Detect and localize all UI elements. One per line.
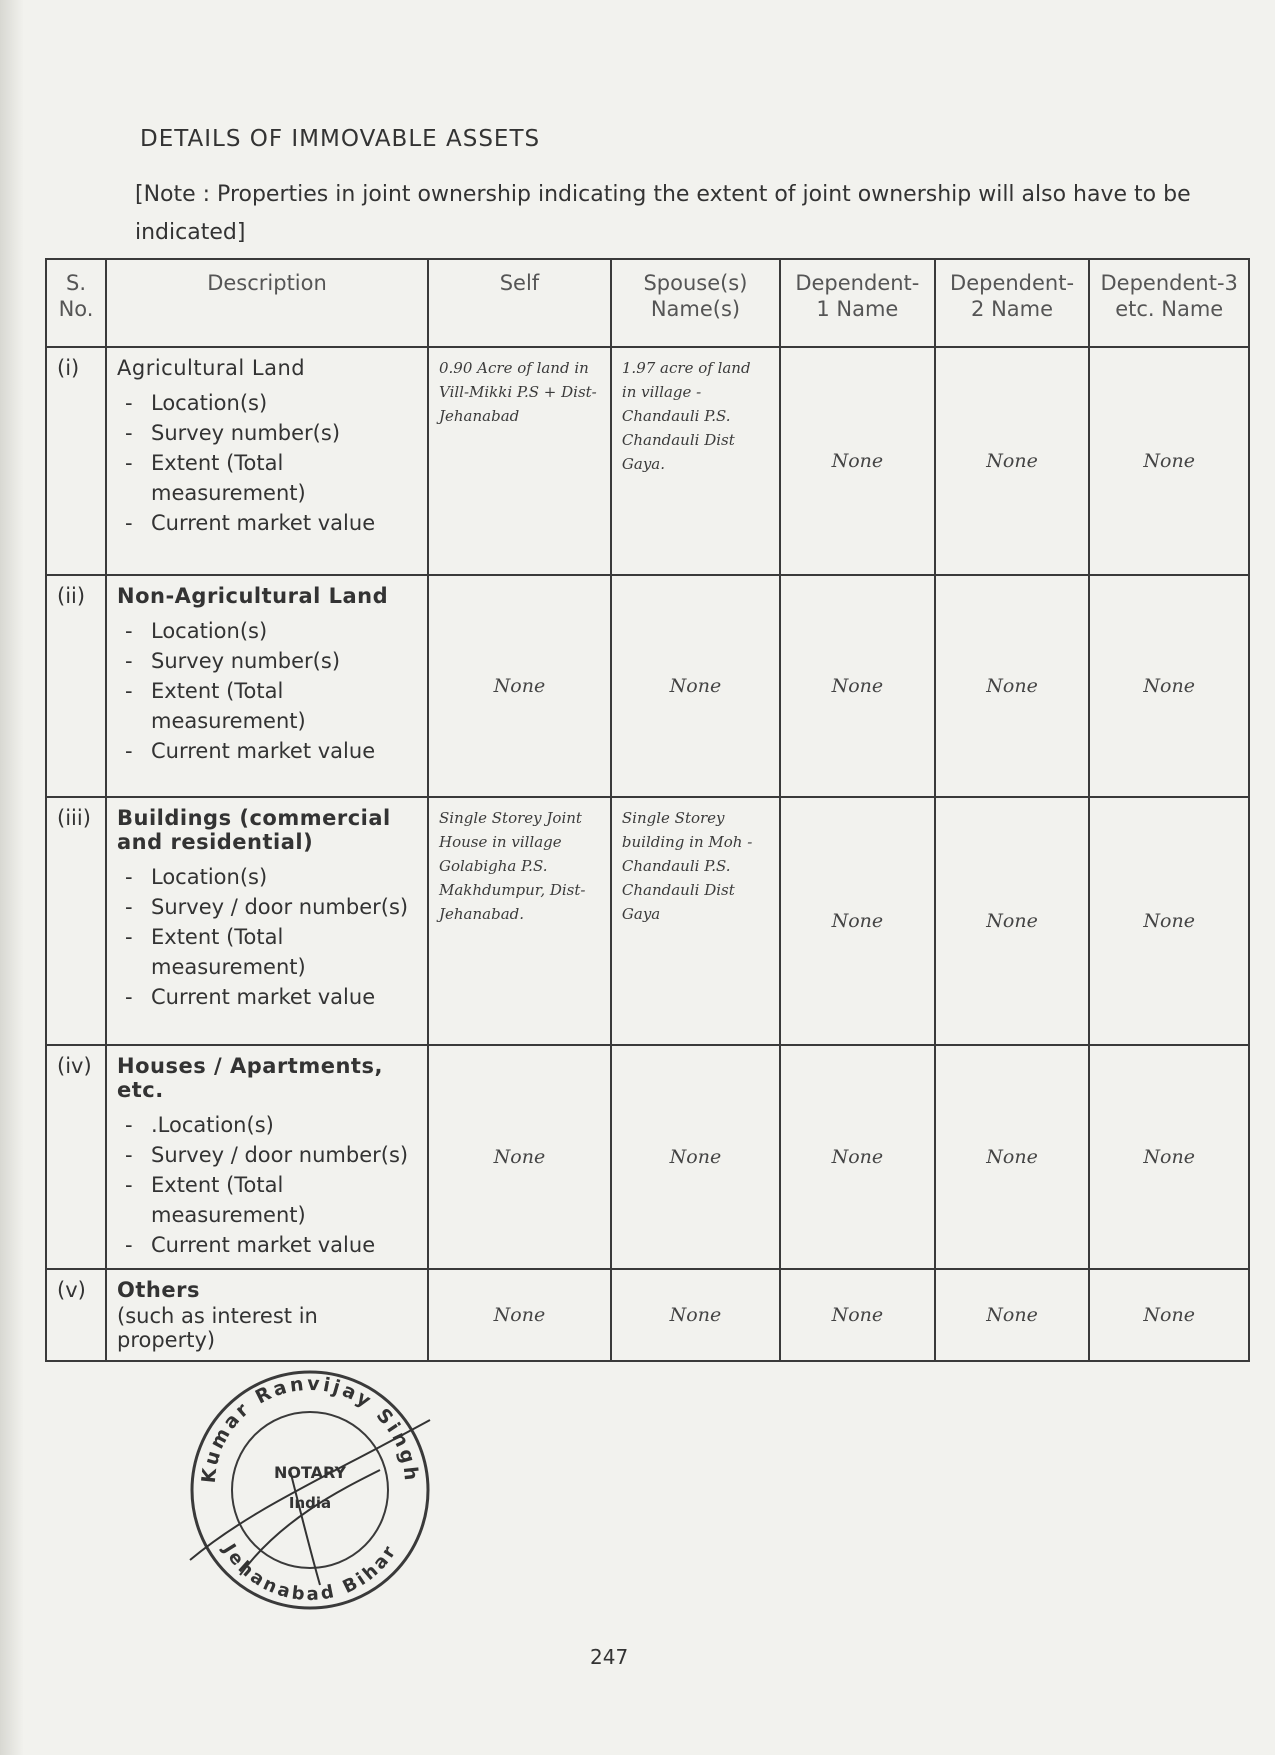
desc-item: - Extent (Total measurement)	[125, 925, 306, 979]
row-sno: (i)	[46, 347, 106, 575]
header-sno: S. No.	[46, 259, 106, 347]
page-number: 247	[590, 1645, 629, 1669]
note-text: [Note : Properties in joint ownership indicating the extent of joint ownership will also have to be indicated]	[135, 182, 1191, 245]
dependent-1-entry: None	[780, 1269, 935, 1361]
notary-seal	[170, 1360, 450, 1610]
dependent-3-entry: None	[1089, 797, 1249, 1045]
row-description	[106, 1045, 428, 1269]
seal-place: Jehanabad Bihar	[218, 1540, 402, 1606]
header-dependent-1: Dependent-1 Name	[780, 259, 935, 347]
desc-item: - Current market value	[125, 511, 376, 535]
row-category: Non-Agricultural Land	[117, 584, 389, 608]
dependent-1-entry: None	[780, 575, 935, 797]
dependent-1-entry: None	[780, 1045, 935, 1269]
header-dependent-2: Dependent-2 Name	[935, 259, 1090, 347]
desc-item: - Survey number(s)	[125, 649, 341, 673]
row-category: Houses / Apartments, etc.	[117, 1054, 383, 1102]
table-row	[46, 347, 1249, 575]
dependent-2-entry: None	[935, 1045, 1090, 1269]
desc-item: - Location(s)	[125, 865, 268, 889]
self-entry: 0.90 Acre of land in Vill-Mikki P.S + Dist- Jehanabad	[428, 347, 611, 575]
row-sno: (iv)	[46, 1045, 106, 1269]
desc-item: - Survey / door number(s)	[125, 895, 409, 919]
desc-item: - Location(s)	[125, 619, 268, 643]
row-sno: (ii)	[46, 575, 106, 797]
table-row	[46, 1045, 1249, 1269]
self-entry: Single Storey Joint House in village Golabigha P.S. Makhdumpur, Dist- Jehanabad.	[428, 797, 611, 1045]
dependent-1-entry: None	[780, 347, 935, 575]
table-header-row	[46, 259, 1249, 347]
dependent-2-entry: None	[935, 575, 1090, 797]
table-row	[46, 1269, 1249, 1361]
self-entry: None	[428, 575, 611, 797]
spouse-entry: None	[611, 1045, 780, 1269]
dependent-2-entry: None	[935, 1269, 1090, 1361]
dependent-1-entry: None	[780, 797, 935, 1045]
spouse-entry: Single Storey building in Moh - Chandauli P.S. Chandauli Dist Gaya	[611, 797, 780, 1045]
desc-item: - Location(s)	[125, 391, 268, 415]
dependent-2-entry: None	[935, 347, 1090, 575]
table-row	[46, 797, 1249, 1045]
dependent-2-entry: None	[935, 797, 1090, 1045]
dependent-3-entry: None	[1089, 1045, 1249, 1269]
row-description	[106, 347, 428, 575]
row-category: Others	[117, 1278, 200, 1302]
header-description: Description	[106, 259, 428, 347]
desc-item: - Survey / door number(s)	[125, 1143, 409, 1167]
immovable-assets-table	[45, 258, 1250, 1362]
spouse-entry: None	[611, 1269, 780, 1361]
desc-item: - Extent (Total measurement)	[125, 451, 306, 505]
row-category: Buildings (commercial and residential)	[117, 806, 391, 854]
header-dependent-3: Dependent-3 etc. Name	[1089, 259, 1249, 347]
spouse-entry: 1.97 acre of land in village - Chandauli P.S. Chandauli Dist Gaya.	[611, 347, 780, 575]
row-description	[106, 797, 428, 1045]
table-row	[46, 575, 1249, 797]
row-subtitle: (such as interest in property)	[117, 1304, 318, 1352]
seal-role: NOTARY	[273, 1463, 347, 1482]
spouse-entry: None	[611, 575, 780, 797]
desc-item: - .Location(s)	[125, 1113, 274, 1137]
header-spouse: Spouse(s) Name(s)	[611, 259, 780, 347]
page-title: DETAILS OF IMMOVABLE ASSETS	[140, 126, 541, 152]
desc-item: - Extent (Total measurement)	[125, 679, 306, 733]
row-description	[106, 575, 428, 797]
seal-name: Kumar Ranvijay Singh	[197, 1372, 423, 1485]
desc-item: - Current market value	[125, 1233, 376, 1257]
dependent-3-entry: None	[1089, 1269, 1249, 1361]
scan-edge	[0, 0, 24, 1755]
desc-item: - Survey number(s)	[125, 421, 341, 445]
dependent-3-entry: None	[1089, 347, 1249, 575]
self-entry: None	[428, 1269, 611, 1361]
dependent-3-entry: None	[1089, 575, 1249, 797]
self-entry: None	[428, 1045, 611, 1269]
seal-country: India	[288, 1494, 332, 1512]
row-category: Agricultural Land	[117, 356, 306, 380]
row-description	[106, 1269, 428, 1361]
header-self: Self	[428, 259, 611, 347]
desc-item: - Current market value	[125, 985, 376, 1009]
desc-item: - Extent (Total measurement)	[125, 1173, 306, 1227]
desc-item: - Current market value	[125, 739, 376, 763]
row-sno: (iii)	[46, 797, 106, 1045]
row-sno: (v)	[46, 1269, 106, 1361]
